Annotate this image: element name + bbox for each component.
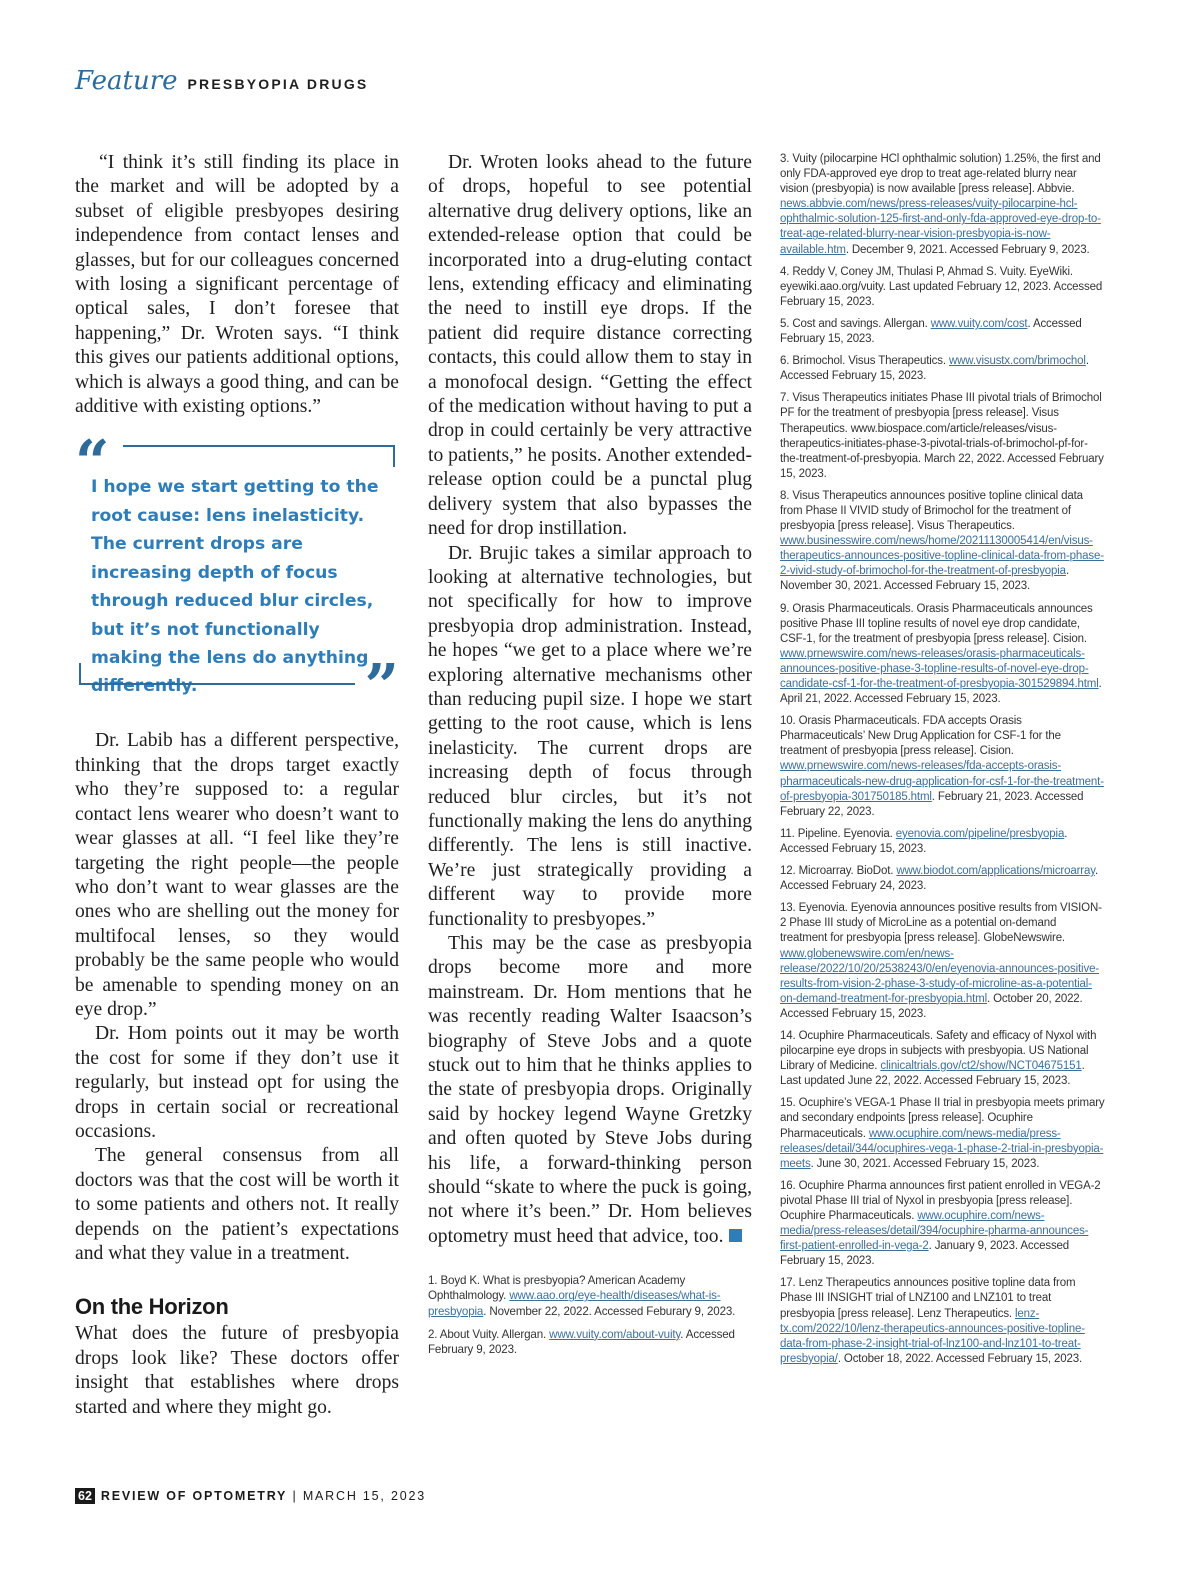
- page-number: 62: [75, 1488, 95, 1504]
- reference-item: 4. Reddy V, Coney JM, Thulasi P, Ahmad S. Vuity. EyeWiki. eyewiki.aao.org/vuity. Last updated February 12, 2023. Accessed February 15, 2023.: [780, 265, 1103, 308]
- reference-link[interactable]: lenz-tx.com/2022/10/lenz-therapeutics-announces-positive-topline-data-from-phase-2-insight-trial-of-lnz100-and-lnz101-to-treat-presbyopia/: [780, 1307, 1085, 1365]
- reference-item: 14. Ocuphire Pharmaceuticals. Safety and efficacy of Nyxol with pilocarpine eye drops in subjects with presbyopia. US National Library of Medicine. clinicaltrials.gov/ct2/show/NCT04675151. Last updated June 22, 2022. Accessed February 15, 2023.: [780, 1029, 1097, 1088]
- paragraph: What does the future of presbyopia drops look like? These doctors offer insight that establishes where drops started and where they might go.: [75, 1323, 399, 1418]
- reference-link[interactable]: www.aao.org/eye-health/diseases/what-is-presbyopia: [428, 1289, 721, 1318]
- column-1: [75, 151, 399, 1420]
- paragraph: Dr. Wroten looks ahead to the future of drops, hopeful to see potential alternative drug delivery options, like an extended-release option that could be incorporated into a drug-eluting contact lens, extending efficacy and eliminating the need to instill eye drops. If the patient did require distance correcting contacts, this could allow them to stay in a monofocal design. “Getting the effect of the medication without having to put a drop in could certainly be very attractive to patients,” he posits. Another extended-release option could be a punctal plug delivery system that also bypasses the need for drop instillation.: [428, 152, 752, 540]
- page-footer: [75, 1488, 426, 1508]
- reference-item: 12. Microarray. BioDot. www.biodot.com/applications/microarray. Accessed February 24, 2023.: [780, 865, 1099, 893]
- reference-link[interactable]: clinicaltrials.gov/ct2/show/NCT04675151: [880, 1060, 1082, 1073]
- reference-item: 9. Orasis Pharmaceuticals. Orasis Pharmaceuticals announces positive Phase III topline results of novel eye drop candidate, CSF-1, for the treatment of presbyopia [press release]. Cision. www.prnewswire.com/news-releases/orasis-pharmaceuticals-announces-positive-phase-3-topline-results-of-novel-eye-drop-candidate-csf-1-for-the-treatment-of-presbyopia-301529894.html. April 21, 2022. Accessed February 15, 2023.: [780, 602, 1102, 706]
- reference-item: 8. Visus Therapeutics announces positive topline clinical data from Phase II VIVID study of Brimochol for the treatment of presbyopia [press release]. Visus Therapeutics. www.businesswire.com/news/home/20211130005414/en/visus-therapeutics-announces-positive-topline-clinical-data-from-phase-2-vivid-study-of-brimochol-for-the-treatment-of-presbyopia. November 30, 2021. Accessed February 15, 2023.: [780, 489, 1104, 593]
- reference-item: 3. Vuity (pilocarpine HCl ophthalmic solution) 1.25%, the first and only FDA-approved eye drop to treat age-related blurry near vision (presbyopia) is now available [press release]. Abbvie. news.abbvie.com/news/press-releases/vuity-pilocarpine-hcl-ophthalmic-solution-125-first-and-only-fda-approved-eye-drop-to-treat-age-related-blurry-near-vision-presbyopia-is-now-available.htm. December 9, 2021. Accessed February 9, 2023.: [780, 153, 1101, 256]
- reference-item: 6. Brimochol. Visus Therapeutics. www.visustx.com/brimochol. Accessed February 15, 2023.: [780, 355, 1089, 383]
- reference-link[interactable]: www.globenewswire.com/en/news-release/2022/10/20/2538243/0/en/eyenovia-announces-positive-results-from-vision-2-phase-3-study-of-microline-as-a-potential-on-demand-treatment-for-presbyopia.html: [780, 947, 1099, 1005]
- reference-item: 5. Cost and savings. Allergan. www.vuity.com/cost. Accessed February 15, 2023.: [780, 317, 1082, 346]
- pull-quote-rule-left: [79, 663, 81, 685]
- pull-quote-rule-right: [393, 445, 395, 467]
- references-list: [428, 1273, 752, 1357]
- paragraph: Dr. Brujic takes a similar approach to looking at alternative technologies, but not specifically for how to improve presbyopia drop administration. Instead, he hopes “we get to a place where we’re exploring alternative mechanisms other than reducing pupil size. I hope we start getting to the root cause, which is lens inelasticity. The current drops are increasing depth of focus through reduced blur circles, but it’s not functionally making the lens do anything differently. The lens is still inactive. We’re just strategically providing a different way to provide more functionality to presbyopes.”: [428, 542, 752, 930]
- reference-item: 16. Ocuphire Pharma announces first patient enrolled in VEGA-2 pivotal Phase III trial of Nyxol in presbyopia [press release]. Ocuphire Pharmaceuticals. www.ocuphire.com/news-media/press-releases/detail/394/ocuphire-pharma-announces-first-patient-enrolled-in-vega-2. January 9, 2023. Accessed February 15, 2023.: [780, 1179, 1101, 1268]
- reference-item: 17. Lenz Therapeutics announces positive topline data from Phase III INSIGHT trial of LNZ100 and LNZ101 to treat presbyopia [press release]. Lenz Therapeutics. lenz-tx.com/2022/10/lenz-therapeutics-announces-positive-topline-data-from-phase-2-insight-trial-of-lnz100-and-lnz101-to-treat-presbyopia/. October 18, 2022. Accessed February 15, 2023.: [780, 1277, 1085, 1365]
- reference-item: 2. About Vuity. Allergan. www.vuity.com/about-vuity. Accessed February 9, 2023.: [428, 1327, 735, 1357]
- subhead-on-the-horizon: On the Horizon: [75, 1294, 229, 1320]
- end-of-article-icon: [729, 1229, 742, 1242]
- journal-name: REVIEW OF OPTOMETRY: [100, 1489, 288, 1503]
- reference-item: 11. Pipeline. Eyenovia. eyenovia.com/pipeline/presbyopia. Accessed February 15, 2023.: [780, 827, 1068, 855]
- reference-item: 10. Orasis Pharmaceuticals. FDA accepts Orasis Pharmaceuticals’ New Drug Application for CSF-1 for the treatment of presbyopia [press release]. Cision. www.prnewswire.com/news-releases/fda-accepts-orasis-pharmaceuticals-new-drug-application-for-csf-1-for-the-treatment-of-presbyopia-301750185.html. February 21, 2023. Accessed February 22, 2023.: [780, 715, 1104, 818]
- page-header: [75, 66, 368, 106]
- pull-quote-rule-top: [123, 445, 395, 447]
- pull-quote-rule-bottom: [79, 683, 355, 685]
- feature-label: Feature: [75, 66, 178, 96]
- pull-quote-text: I hope we start getting to the root cause: lens inelasticity. The current drops are increasing depth of focus through reduced blur circles, but it’s not functionally making the lens do anything differently.: [91, 477, 379, 697]
- paragraph: The general consensus from all doctors was that the cost will be worth it to some patients and others not. It really depends on the patient’s expectations and what they value in a treatment.: [75, 1145, 399, 1264]
- reference-link[interactable]: www.businesswire.com/news/home/20211130005414/en/visus-therapeutics-announces-positive-topline-clinical-data-from-phase-2-vivid-study-of-brimochol-for-the-treatment-of-presbyopia: [780, 535, 1104, 578]
- reference-item: 7. Visus Therapeutics initiates Phase III pivotal trials of Brimochol PF for the treatment of presbyopia [press release]. Visus Therapeutics. www.biospace.com/article/releases/visus-therapeutics-initiates-phase-3-pivotal-trials-of-brimochol-pf-for-the-treatment-of-presbyopia. March 22, 2022. Accessed February 15, 2023.: [780, 392, 1104, 480]
- footer-separator: |: [292, 1489, 298, 1503]
- column-3-references: [780, 152, 1106, 1374]
- close-quote-icon: ”: [364, 652, 399, 723]
- open-quote-icon: “: [75, 428, 110, 499]
- reference-link[interactable]: www.ocuphire.com/news-media/press-releases/detail/394/ocuphire-pharma-announces-first-patient-enrolled-in-vega-2: [780, 1210, 1089, 1253]
- reference-link[interactable]: www.vuity.com/about-vuity: [549, 1327, 681, 1341]
- paragraph: Dr. Hom points out it may be worth the cost for some if they don’t use it regularly, but instead opt for using the drops in certain social or recreational occasions.: [75, 1023, 399, 1142]
- issue-date: MARCH 15, 2023: [302, 1489, 426, 1503]
- paragraph: “I think it’s still finding its place in the market and will be adopted by a subset of eligible presbyopes desiring independence from contact lenses and glasses, but for our colleagues concerned with losing a significant percentage of optical sales, I don’t foresee that happening,” Dr. Wroten says. “I think this gives our patients additional options, which is always a good thing, and can be additive with existing options.”: [75, 152, 399, 418]
- reference-link[interactable]: www.biodot.com/applications/microarray: [896, 865, 1095, 878]
- reference-link[interactable]: www.ocuphire.com/news-media/press-releases/detail/344/ocuphires-vega-1-phase-2-trial-in-presbyopia-meets: [780, 1127, 1104, 1170]
- reference-link[interactable]: www.prnewswire.com/news-releases/fda-accepts-orasis-pharmaceuticals-new-drug-application-for-csf-1-for-the-treatment-of-presbyopia-301750185.html: [780, 760, 1104, 803]
- section-title: PRESBYOPIA DRUGS: [187, 76, 369, 92]
- reference-link[interactable]: www.vuity.com/cost: [930, 317, 1028, 330]
- reference-link[interactable]: news.abbvie.com/news/press-releases/vuity-pilocarpine-hcl-ophthalmic-solution-125-first-and-only-fda-approved-eye-drop-to-treat-age-related-blurry-near-vision-presbyopia-is-now-available.htm: [780, 198, 1101, 256]
- pull-quote: [75, 428, 399, 723]
- reference-link[interactable]: www.prnewswire.com/news-releases/orasis-pharmaceuticals-announces-positive-phase-3-topline-results-of-novel-eye-drop-candidate-csf-1-for-the-treatment-of-presbyopia-301529894.html: [780, 647, 1099, 690]
- reference-item: 13. Eyenovia. Eyenovia announces positive results from VISION-2 Phase III study of MicroLine as a potential on-demand treatment for presbyopia [press release]. GlobeNewswire. www.globenewswire.com/en/news-release/2022/10/20/2538243/0/en/eyenovia-announces-positive-results-from-vision-2-phase-3-study-of-microline-as-a-potential-on-demand-treatment-for-presbyopia.html. October 20, 2022. Accessed February 15, 2023.: [780, 902, 1102, 1020]
- paragraph: [428, 932, 752, 1249]
- paragraph-text: This may be the case as presbyopia drops become more and more mainstream. Dr. Hom mentions that he was recently reading Walter Isaacson’s biography of Steve Jobs and a quote stuck out to him that he thinks applies to the state of presbyopia drops. Originally said by hockey legend Wayne Gretzky and often quoted by Steve Jobs during his life, a forward-thinking person should “skate to where the puck is going, not where it’s been.” Dr. Hom believes optometry must heed that advice, too.: [428, 933, 752, 1247]
- reference-link[interactable]: eyenovia.com/pipeline/presbyopia: [895, 827, 1065, 840]
- reference-item: 15. Ocuphire’s VEGA-1 Phase II trial in presbyopia meets primary and secondary endpoints [press release]. Ocuphire Pharmaceuticals. www.ocuphire.com/news-media/press-releases/detail/344/ocuphires-vega-1-phase-2-trial-in-presbyopia-meets. June 30, 2021. Accessed February 15, 2023.: [780, 1097, 1105, 1170]
- reference-item: 1. Boyd K. What is presbyopia? American Academy Ophthalmology. www.aao.org/eye-health/diseases/what-is-presbyopia. November 22, 2022. Accessed Feburary 9, 2023.: [428, 1274, 736, 1318]
- reference-link[interactable]: www.visustx.com/brimochol: [948, 355, 1086, 368]
- column-2: [428, 151, 752, 1365]
- paragraph: Dr. Labib has a different perspective, thinking that the drops target exactly who they’re supposed to: a regular contact lens wearer who doesn’t want to wear glasses at all. “I feel like they’re targeting the right people—the people who don’t want to wear glasses are the ones who are shelling out the money for multifocal lenses, so they would probably be the same people who would be amenable to spending money on an eye drop.”: [75, 730, 399, 1020]
